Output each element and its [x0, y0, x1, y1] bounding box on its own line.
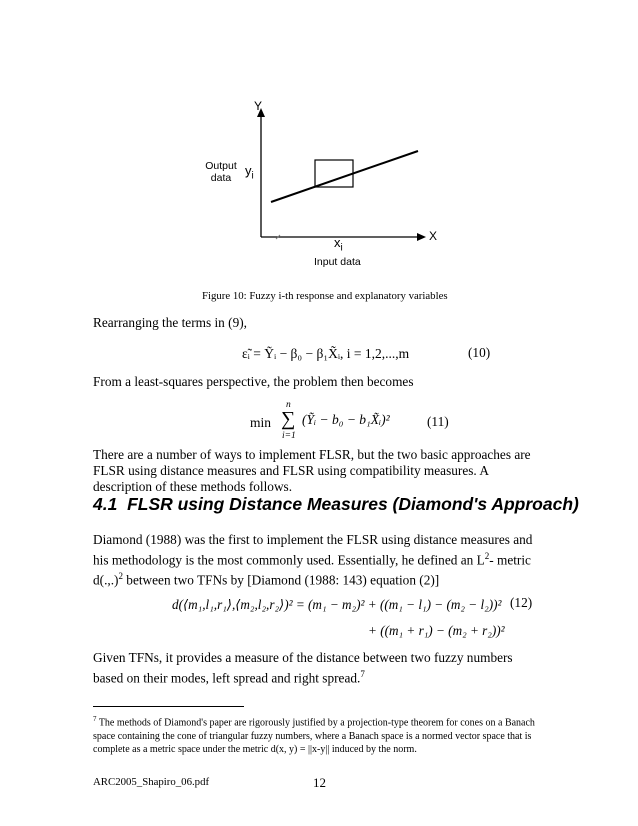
x-axis-arrow	[417, 233, 426, 241]
paragraph-1: Rearranging the terms in (9),	[93, 315, 247, 330]
equation-12-number: (12)	[510, 595, 533, 610]
footer-filename: ARC2005_Shapiro_06.pdf	[93, 776, 210, 788]
equation-11-sum-upper: n	[286, 400, 291, 410]
footnote-rule	[93, 706, 244, 707]
output-data-label: Output data	[205, 160, 237, 184]
input-data-label: Input data	[314, 256, 361, 268]
equation-11-number: (11)	[427, 414, 449, 429]
figure-caption: Figure 10: Fuzzy i-th response and explanatory variables	[202, 290, 448, 302]
section-title: FLSR using Distance Measures (Diamond's Approach)	[127, 494, 579, 514]
equation-12-line-1: d(⟨m₁,l₁,r₁⟩,⟨m₂,l₂,r₂⟩)² = (m₁ − m₂)² + ((m₁ − l₁) − (m₂ − l₂))²	[172, 597, 502, 612]
figure-10-diagram	[180, 95, 470, 275]
equation-12-line-2: + ((m₁ + r₁) − (m₂ + r₂))²	[368, 623, 505, 638]
yi-label: $y_i$	[245, 163, 254, 182]
equation-11-sum-symbol: ∑	[281, 408, 296, 430]
paragraph-3: There are a number of ways to implement FLSR, but the two basic approaches are FLSR using distance measures and FLSR using compatibility measures. A description of these methods follows.	[93, 447, 531, 494]
equation-10: ε̃ᵢ = Ỹᵢ − β₀ − β₁X̃ᵢ, i = 1,2,...,m	[242, 346, 410, 361]
paragraph-5: Given TFNs, it provides a measure of the distance between two fuzzy numbers based on their modes, left spread and right spread.$^7$	[93, 650, 513, 686]
fuzzy-data-box	[315, 160, 353, 187]
regression-line	[271, 151, 418, 202]
equation-10-number: (10)	[468, 345, 491, 360]
xi-label: $x_i$	[334, 235, 343, 254]
y-axis-label: Y	[254, 99, 263, 113]
page-number: 12	[313, 775, 326, 790]
x-axis-label: X	[429, 229, 438, 243]
paragraph-2: From a least-squares perspective, the problem then becomes	[93, 374, 414, 389]
equation-11-sum-lower: i=1	[282, 431, 296, 441]
section-number: 4.1	[93, 494, 118, 514]
equation-11-body: (Ỹᵢ − b₀ − b₁X̃ᵢ)²	[302, 412, 390, 427]
equation-11-min: min	[250, 415, 272, 430]
footnote-7: $^7$ The methods of Diamond's paper are rigorously justified by a projection-type theorem for cones on a Banach space containing the cone of triangular fuzzy numbers, where a Banach space is a normed vector space that is complete as a metric space under the metric d(x, y) = ||x-y|| induced by the norm.	[93, 715, 535, 756]
section-heading	[93, 494, 579, 515]
paragraph-4: Diamond (1988) was the first to implement the FLSR using distance measures and his methodology is the most commonly used. Essentially, he defined an $L^2-$ metric d(.,.)$^2$ between two TFNs by [Diamond (1988: 143) equation (2)]	[93, 532, 533, 588]
